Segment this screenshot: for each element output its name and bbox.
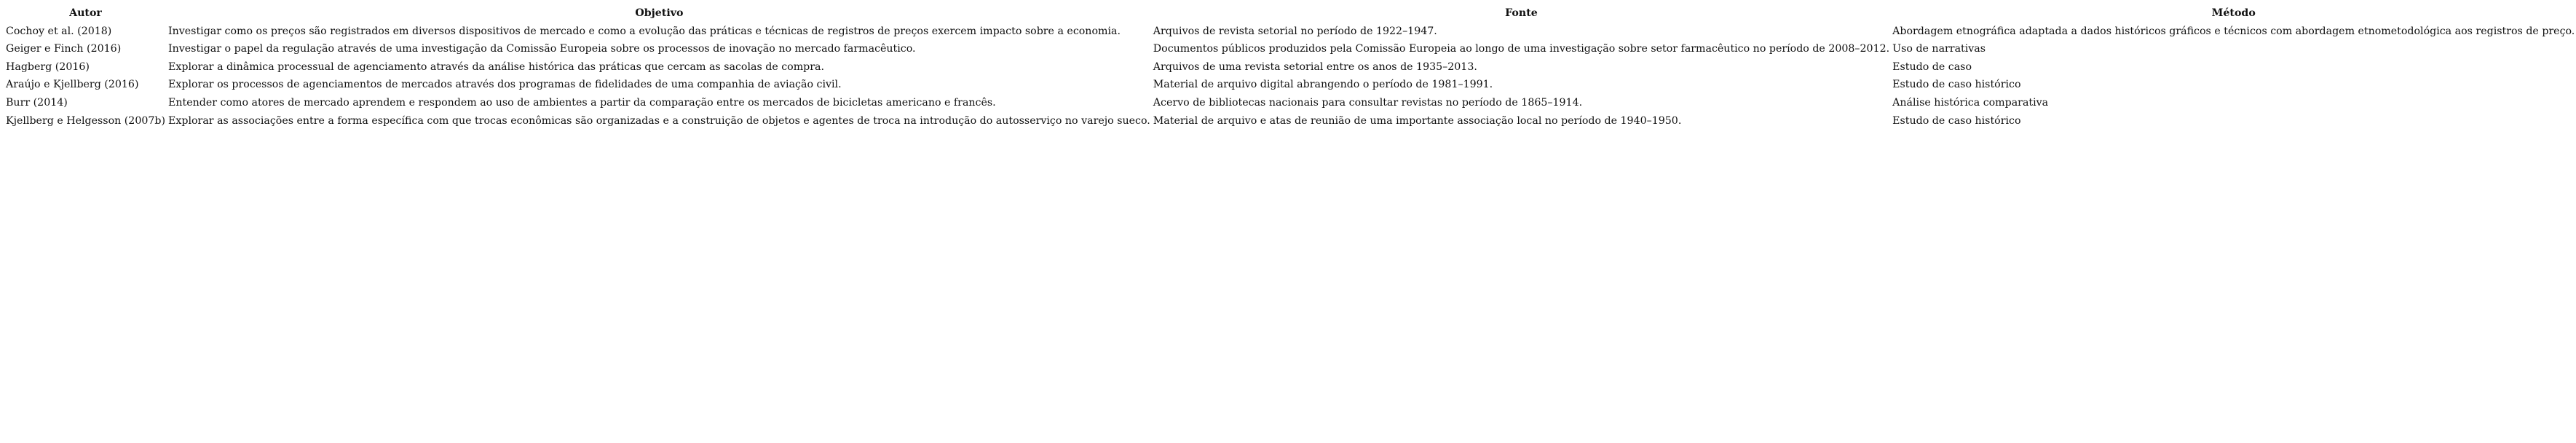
header-fonte: Fonte xyxy=(1505,7,1538,19)
cell-metodo: Análise histórica comparativa xyxy=(1892,96,2049,109)
cell-fonte: Arquivos de revista setorial no período de 1922–1947. xyxy=(1153,25,1437,37)
cell-fonte: Material de arquivo digital abrangendo o período de 1981–1991. xyxy=(1153,79,1493,91)
cell-objetivo: Investigar o papel da regulação através de uma investigação da Comissão Europeia sobre os processos de inovação no mercado farmacêutico. xyxy=(168,43,916,55)
cell-objetivo: Explorar os processos de agenciamentos de mercados através dos programas de fidelidades de uma companhia de aviação civil. xyxy=(168,79,842,91)
cell-autor: Araújo e Kjellberg (2016) xyxy=(6,79,139,91)
cell-metodo: Estudo de caso histórico xyxy=(1892,79,2021,91)
table-row xyxy=(4,94,2576,112)
literature-table xyxy=(4,4,2576,130)
cell-fonte: Documentos públicos produzidos pela Comissão Europeia ao longo de uma investigação sobre setor farmacêutico no período de 2008–2012. xyxy=(1153,43,1890,55)
cell-autor: Geiger e Finch (2016) xyxy=(6,43,122,55)
table-row xyxy=(4,40,2576,58)
cell-metodo: Uso de narrativas xyxy=(1892,43,1986,55)
cell-objetivo: Investigar como os preços são registrados em diversos dispositivos de mercado e como a evolução das práticas e técnicas de registros de preços exercem impacto sobre a economia. xyxy=(168,25,1121,37)
cell-metodo: Estudo de caso xyxy=(1892,60,1972,73)
cell-autor: Burr (2014) xyxy=(6,96,68,109)
cell-metodo: Estudo de caso histórico xyxy=(1892,114,2021,127)
table-row xyxy=(4,76,2576,94)
header-objetivo: Objetivo xyxy=(635,7,684,19)
table-row xyxy=(4,23,2576,41)
header-autor: Autor xyxy=(69,7,102,19)
cell-autor: Hagberg (2016) xyxy=(6,60,90,73)
cell-objetivo: Explorar as associações entre a forma específica com que trocas econômicas são organizadas e a construição de objetos e agentes de troca na introdução do autosserviço no varejo sueco. xyxy=(168,114,1150,127)
cell-autor: Cochoy et al. (2018) xyxy=(6,25,112,37)
table-row xyxy=(4,112,2576,130)
header-metodo: Método xyxy=(2211,7,2256,19)
cell-metodo: Abordagem etnográfica adaptada a dados históricos gráficos e técnicos com abordagem etnometodológica aos registros de preço. xyxy=(1892,25,2575,37)
cell-fonte: Material de arquivo e atas de reunião de uma importante associação local no período de 1940–1950. xyxy=(1153,114,1682,127)
cell-autor: Kjellberg e Helgesson (2007b) xyxy=(6,114,166,127)
table-header-row xyxy=(4,4,2576,23)
table-row xyxy=(4,58,2576,77)
cell-fonte: Arquivos de uma revista setorial entre os anos de 1935–2013. xyxy=(1153,60,1477,73)
cell-fonte: Acervo de bibliotecas nacionais para consultar revistas no período de 1865–1914. xyxy=(1153,96,1583,109)
cell-objetivo: Explorar a dinâmica processual de agenciamento através da análise histórica das práticas que cercam as sacolas de compra. xyxy=(168,60,824,73)
cell-objetivo: Entender como atores de mercado aprendem e respondem ao uso de ambientes a partir da comparação entre os mercados de bicicletas americano e francês. xyxy=(168,96,996,109)
